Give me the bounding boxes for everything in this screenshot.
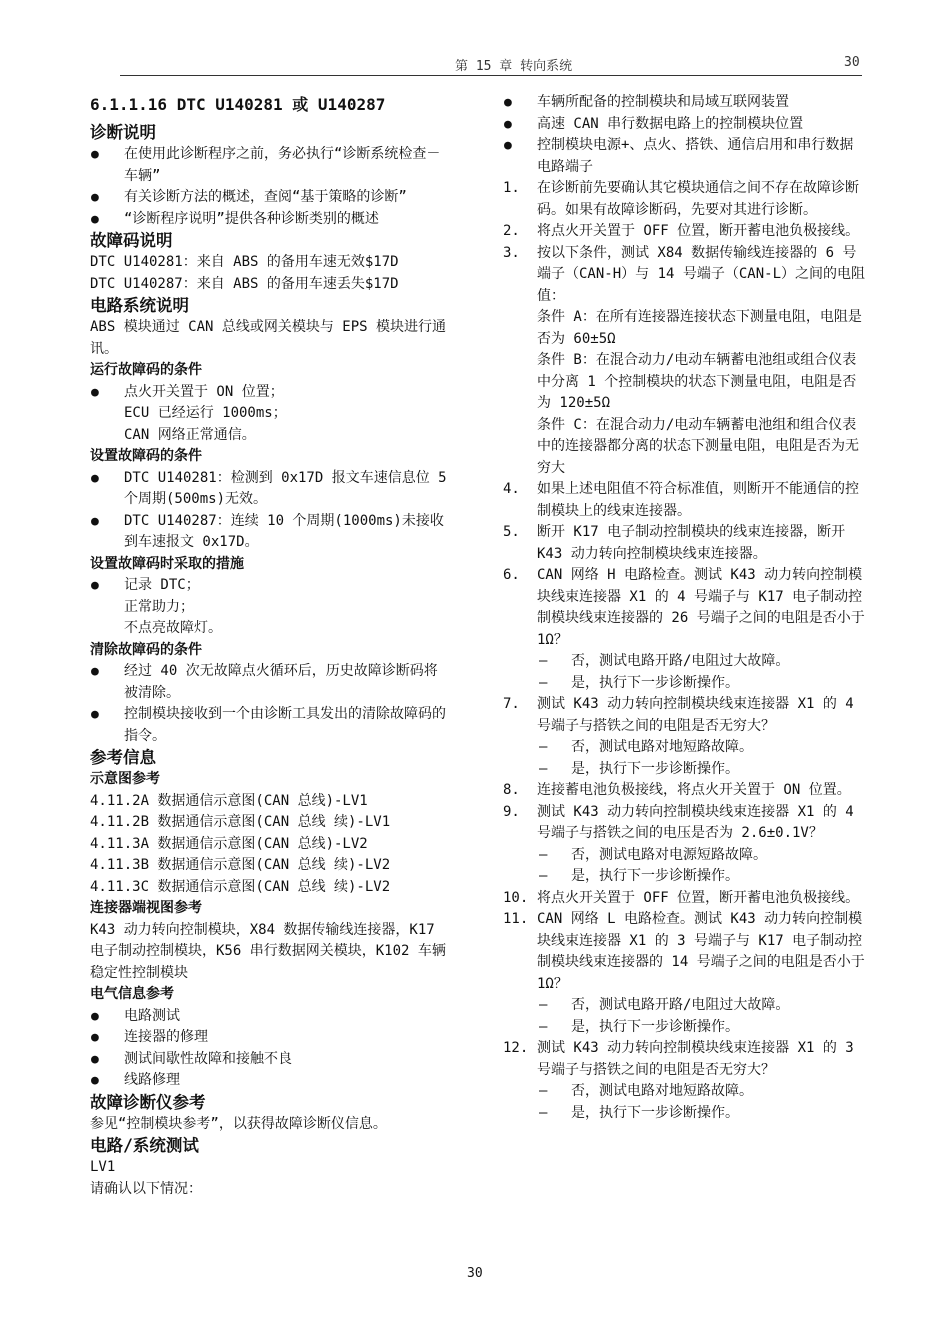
step-result-option: — 否，测试电路开路/电阻过大故障。 — [503, 995, 865, 1017]
schematic-ref-line: 4.11.3A 数据通信示意图(CAN 总线)-LV2 — [90, 835, 368, 852]
step-text: 连接蓄电池负极接线，将点火开关置于 ON 位置。 — [537, 782, 851, 798]
page-number-footer: 30 — [467, 1266, 483, 1281]
running-header-page: 30 — [844, 55, 860, 70]
left-column — [90, 92, 450, 1200]
bullet-item: ● 控制模块接收到一个由诊断工具发出的清除故障码的指令。 — [90, 704, 450, 747]
heading-dtc-description: 故障码说明 — [90, 231, 173, 250]
test-step — [503, 694, 865, 737]
scan-tool-text: 参见“控制模块参考”，以获得故障诊断仪信息。 — [90, 1115, 387, 1132]
bullet-item: ● 电路测试 — [90, 1006, 450, 1028]
running-header-chapter: 第 15 章 转向系统 — [455, 59, 573, 74]
step-number: 2. — [503, 223, 520, 239]
bullet-item: ● 点火开关置于 ON 位置； — [90, 382, 450, 404]
heading-set-conditions: 设置故障码的条件 — [90, 448, 202, 464]
indented-line: 不点亮故障灯。 — [124, 620, 222, 636]
step-result-option: — 是，执行下一步诊断操作。 — [503, 673, 865, 695]
step-number: 9. — [503, 803, 520, 820]
step-text: 将点火开关置于 OFF 位置，断开蓄电池负极接线。 — [537, 223, 860, 239]
heading-scan-tool-reference: 故障诊断仪参考 — [90, 1092, 206, 1112]
step-text: 断开 K17 电子制动控制模块的线束连接器，断开 K43 动力转向控制模块线束连接器。 — [537, 524, 846, 562]
step-text: 按以下条件，测试 X84 数据传输线连接器的 6 号端子（CAN-H）与 14 号端子（CAN-L）之间的电阻值： — [537, 244, 866, 304]
dtc-line: DTC U140287：来自 ABS 的备用车速丢失$17D — [90, 275, 399, 292]
heading-electrical-reference: 电气信息参考 — [90, 986, 174, 1002]
bullet-item: ● 控制模块电源+、点火、搭铁、通信启用和串行数据电路端子 — [503, 135, 865, 178]
step-text: 条件 C：在混合动力/电动车辆蓄电池组和组合仪表中的连接器都分离的状态下测量电阻，电阻是否为无穷大 — [537, 416, 859, 476]
schematic-ref-line: 4.11.2B 数据通信示意图(CAN 总线 续)-LV1 — [90, 814, 391, 830]
test-step — [503, 1038, 865, 1081]
test-step — [503, 221, 865, 243]
schematic-ref-line: 4.11.3B 数据通信示意图(CAN 总线 续)-LV2 — [90, 857, 391, 873]
step-text: 在诊断前先要确认其它模块通信之间不存在故障诊断码。如果有故障诊断码，先要对其进行诊断。 — [537, 180, 859, 218]
step-result-option: — 是，执行下一步诊断操作。 — [503, 1017, 865, 1039]
test-step — [503, 479, 865, 522]
test-step — [503, 909, 865, 995]
indented-line: ECU 已经运行 1000ms； — [124, 405, 287, 421]
connector-ref-text: K43 动力转向控制模块，X84 数据传输线连接器，K17 电子制动控制模块，K56 串行数据网关模块，K102 车辆稳定性控制模块 — [90, 921, 446, 981]
step-number: 12. — [503, 1040, 529, 1056]
step-number: 4. — [503, 481, 520, 497]
step-number: 1. — [503, 180, 520, 196]
step-number: 7. — [503, 696, 520, 712]
step-number: 5. — [503, 524, 520, 540]
step-text: CAN 网络 L 电路检查。测试 K43 动力转向控制模块线束连接器 X1 的 3 号端子与 K17 电子制动控制模块线束连接器的 14 号端子之间的电阻是否小于 1Ω？ — [537, 911, 865, 992]
bullet-item: ● 记录 DTC； — [90, 575, 450, 597]
bullet-item: ● DTC U140281：检测到 0x17D 报文车速信息位 5 个周期(500ms)无效。 — [90, 468, 450, 511]
bullet-item: ● “诊断程序说明”提供各种诊断类别的概述 — [90, 209, 450, 231]
step-number: 11. — [503, 911, 529, 927]
step-text: 条件 B：在混合动力/电动车辆蓄电池组或组合仪表中分离 1 个控制模块的状态下测量电阻，电阻是否为 120±5Ω — [537, 352, 857, 411]
test-step — [503, 565, 865, 651]
bullet-item: ● 在使用此诊断程序之前，务必执行“诊断系统检查－车辆” — [90, 144, 450, 187]
test-step — [503, 802, 865, 845]
test-step — [503, 307, 865, 350]
heading-reference-info: 参考信息 — [90, 748, 156, 767]
heading-run-conditions: 运行故障码的条件 — [90, 362, 202, 378]
step-result-option: — 是，执行下一步诊断操作。 — [503, 866, 865, 888]
step-number: 3. — [503, 244, 520, 261]
bullet-item: ● 测试间歇性故障和接触不良 — [90, 1049, 450, 1071]
step-result-option: — 否，测试电路对电源短路故障。 — [503, 845, 865, 867]
schematic-ref-line: 4.11.2A 数据通信示意图(CAN 总线)-LV1 — [90, 792, 368, 809]
step-result-option: — 是，执行下一步诊断操作。 — [503, 759, 865, 781]
step-text: CAN 网络 H 电路检查。测试 K43 动力转向控制模块线束连接器 X1 的 4 号端子与 K17 电子制动控制模块线束连接器的 26 号端子之间的电阻是否小于 1Ω？ — [537, 567, 865, 648]
dtc-line: DTC U140281：来自 ABS 的备用车速无效$17D — [90, 254, 399, 270]
heading-circuit-system-test: 电路/系统测试 — [90, 1136, 199, 1155]
header-rule — [120, 75, 862, 76]
bullet-item: ● 有关诊断方法的概述，查阅“基于策略的诊断” — [90, 187, 450, 209]
test-steps-list — [503, 178, 865, 1124]
step-text: 测试 K43 动力转向控制模块线束连接器 X1 的 4 号端子与搭铁之间的电阻是否无穷大？ — [537, 696, 854, 734]
test-step — [503, 415, 865, 480]
step-result-option: — 否，测试电路对地短路故障。 — [503, 1081, 865, 1103]
test-step — [503, 780, 865, 802]
test-step — [503, 178, 865, 221]
test-step — [503, 350, 865, 415]
right-column — [503, 92, 865, 1124]
heading-set-actions: 设置故障码时采取的措施 — [90, 555, 244, 572]
step-result-option: — 否，测试电路对地短路故障。 — [503, 737, 865, 759]
test-step — [503, 522, 865, 565]
test-step — [503, 243, 865, 308]
test-line: LV1 — [90, 1159, 116, 1175]
step-text: 条件 A：在所有连接器连接状态下测量电阻，电阻是否为 60±5Ω — [537, 309, 862, 347]
heading-clear-conditions: 清除故障码的条件 — [90, 641, 202, 658]
test-step — [503, 888, 865, 910]
bullet-item: ● 车辆所配备的控制模块和局域互联网装置 — [503, 92, 865, 114]
circuit-text: ABS 模块通过 CAN 总线或网关模块与 EPS 模块进行通讯。 — [90, 319, 447, 357]
step-number: 10. — [503, 889, 529, 906]
schematic-ref-line: 4.11.3C 数据通信示意图(CAN 总线 续)-LV2 — [90, 878, 391, 895]
bullet-item: ● 高速 CAN 串行数据电路上的控制模块位置 — [503, 114, 865, 136]
step-text: 如果上述电阻值不符合标准值，则断开不能通信的控制模块上的线束连接器。 — [537, 481, 859, 519]
step-text: 测试 K43 动力转向控制模块线束连接器 X1 的 4 号端子与搭铁之间的电压是否为 2.6±0.1V？ — [537, 803, 854, 841]
heading-schematic-reference: 示意图参考 — [90, 771, 160, 787]
step-result-option: — 否，测试电路开路/电阻过大故障。 — [503, 651, 865, 673]
section-title: 6.1.1.16 DTC U140281 或 U140287 — [90, 95, 386, 114]
bullet-item: ● 线路修理 — [90, 1070, 450, 1092]
heading-circuit-description: 电路系统说明 — [90, 296, 189, 315]
step-number: 8. — [503, 782, 520, 798]
bullet-item: ● DTC U140287：连续 10 个周期(1000ms)未接收到车速报文 0x17D。 — [90, 511, 450, 554]
test-line: 请确认以下情况： — [90, 1180, 202, 1197]
indented-line: 正常助力； — [124, 598, 194, 615]
heading-diagnostic-description: 诊断说明 — [90, 123, 156, 142]
indented-line: CAN 网络正常通信。 — [124, 426, 256, 443]
heading-connector-reference: 连接器端视图参考 — [90, 900, 202, 916]
step-text: 测试 K43 动力转向控制模块线束连接器 X1 的 3 号端子与搭铁之间的电阻是否无穷大？ — [537, 1040, 854, 1078]
bullet-item: ● 连接器的修理 — [90, 1027, 450, 1049]
bullet-item: ● 经过 40 次无故障点火循环后，历史故障诊断码将被清除。 — [90, 661, 450, 704]
step-number: 6. — [503, 567, 520, 583]
step-text: 将点火开关置于 OFF 位置，断开蓄电池负极接线。 — [537, 889, 860, 906]
step-result-option: — 是，执行下一步诊断操作。 — [503, 1103, 865, 1125]
